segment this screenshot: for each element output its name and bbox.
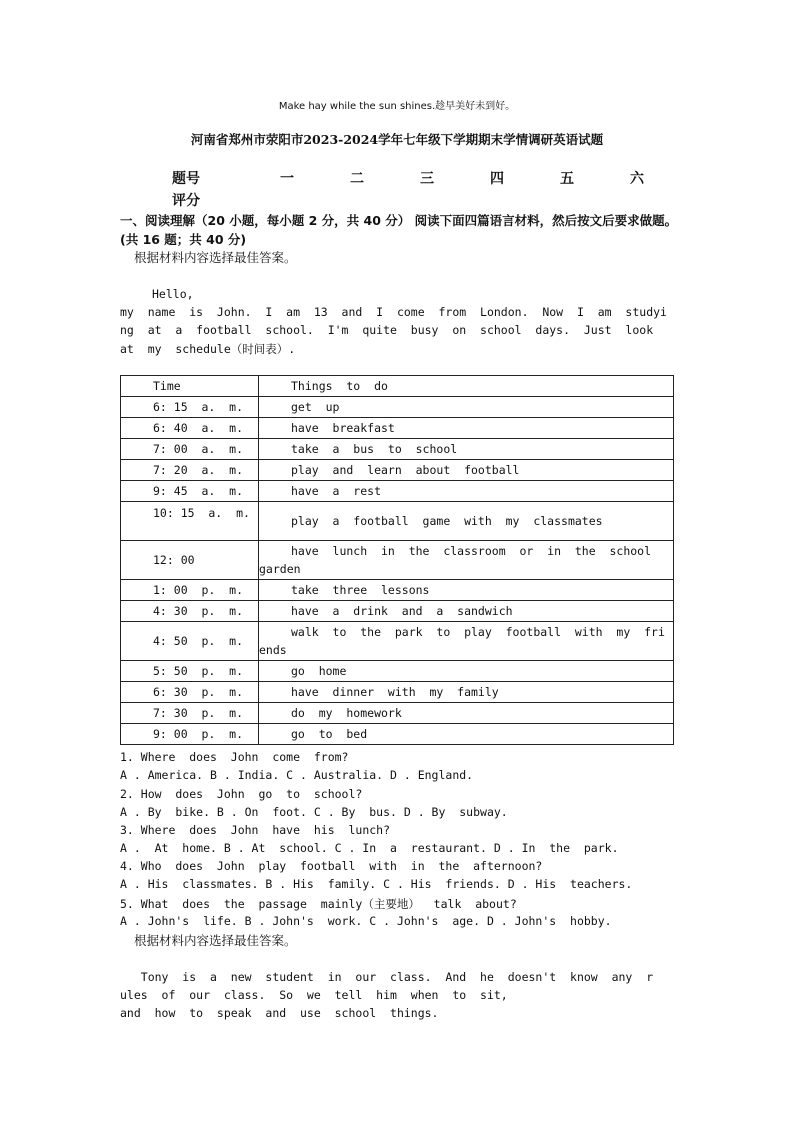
time-cell: 4: 50 p. m. xyxy=(121,622,259,661)
time-cell: 12: 00 xyxy=(121,541,259,580)
question-stem: 3. Where does John have his lunch? xyxy=(120,823,391,837)
section-instruction: 根据材料内容选择最佳答案。 xyxy=(134,933,297,948)
question-stem: 5. What does the passage mainly（主要地） talk about? xyxy=(120,897,517,911)
table-row xyxy=(121,622,674,661)
table-row xyxy=(121,703,674,724)
table-row xyxy=(121,418,674,439)
todo-cell: have dinner with my family xyxy=(259,682,674,703)
passage-line: ng at a football school. I'm quite busy on school days. Just look xyxy=(120,323,654,337)
todo-cell: walk to the park to play football with my fri ends xyxy=(259,622,674,661)
question-stem: 2. How does John go to school? xyxy=(120,787,363,801)
time-cell: 10: 15 a. m. xyxy=(121,502,259,541)
table-row xyxy=(121,541,674,580)
passage-line: ules of our class. So we tell him when to sit, xyxy=(120,988,508,1002)
time-cell: 7: 00 a. m. xyxy=(121,439,259,460)
todo-cell: go to bed xyxy=(259,724,674,745)
table-row xyxy=(121,601,674,622)
score-col: 一 xyxy=(280,171,294,187)
time-cell: 7: 20 a. m. xyxy=(121,460,259,481)
schedule-table xyxy=(120,375,674,745)
column-header: Things to do xyxy=(259,376,674,397)
score-col: 二 xyxy=(350,171,364,187)
score-col: 五 xyxy=(560,171,574,187)
exam-title: 河南省郑州市荥阳市2023-2024学年七年级下学期期末学情调研英语试题 xyxy=(190,132,604,147)
table-row xyxy=(121,661,674,682)
table-row xyxy=(121,682,674,703)
table-row xyxy=(121,502,674,541)
todo-cell: take three lessons xyxy=(259,580,674,601)
question-options: A . America. B . India. C . Australia. D . England. xyxy=(120,768,474,782)
table-row xyxy=(121,481,674,502)
table-row xyxy=(121,439,674,460)
score-col: 四 xyxy=(490,171,504,187)
todo-cell: have a drink and a sandwich xyxy=(259,601,674,622)
time-cell: 6: 30 p. m. xyxy=(121,682,259,703)
time-cell: 9: 45 a. m. xyxy=(121,481,259,502)
table-row xyxy=(121,460,674,481)
table-row xyxy=(121,397,674,418)
question-options: A . His classmates. B . His family. C . His friends. D . His teachers. xyxy=(120,877,633,891)
passage-line: at my schedule（时间表）. xyxy=(120,342,296,356)
score-row-label: 题号 xyxy=(172,171,200,187)
section-instruction: 根据材料内容选择最佳答案。 xyxy=(134,250,297,265)
score-col: 三 xyxy=(420,171,434,187)
todo-cell: have a rest xyxy=(259,481,674,502)
todo-cell: play a football game with my classmates xyxy=(259,502,674,541)
table-header-row xyxy=(121,376,674,397)
question-options: A . John's life. B . John's work. C . John's age. D . John's hobby. xyxy=(120,914,612,928)
passage-line: and how to speak and use school things. xyxy=(120,1006,439,1020)
passage-greeting: Hello, xyxy=(152,287,194,301)
time-cell: 4: 30 p. m. xyxy=(121,601,259,622)
time-cell: 9: 00 p. m. xyxy=(121,724,259,745)
score-col: 六 xyxy=(630,171,644,187)
time-cell: 5: 50 p. m. xyxy=(121,661,259,682)
question-options: A . By bike. B . On foot. C . By bus. D . By subway. xyxy=(120,805,508,819)
todo-cell: have breakfast xyxy=(259,418,674,439)
passage-line: Tony is a new student in our class. And he doesn't know any r xyxy=(120,970,654,984)
motto: Make hay while the sun shines.趁早美好未到好。 xyxy=(278,101,516,112)
todo-cell: get up xyxy=(259,397,674,418)
score-label: 评分 xyxy=(172,193,200,209)
section-heading: 一、阅读理解（20 小题，每小题 2 分，共 40 分） 阅读下面四篇语言材料，然后按文后要求做题。(共 16 题；共 40 分) xyxy=(120,213,678,247)
todo-cell: do my homework xyxy=(259,703,674,724)
table-row xyxy=(121,580,674,601)
column-header: Time xyxy=(121,376,259,397)
todo-cell: play and learn about football xyxy=(259,460,674,481)
todo-cell: go home xyxy=(259,661,674,682)
question-stem: 4. Who does John play football with in the afternoon? xyxy=(120,859,543,873)
time-cell: 6: 40 a. m. xyxy=(121,418,259,439)
passage-line: my name is John. I am 13 and I come from London. Now I am studyi xyxy=(120,305,667,319)
time-cell: 1: 00 p. m. xyxy=(121,580,259,601)
time-cell: 6: 15 a. m. xyxy=(121,397,259,418)
todo-cell: take a bus to school xyxy=(259,439,674,460)
question-options: A . At home. B . At school. C . In a restaurant. D . In the park. xyxy=(120,841,619,855)
question-stem: 1. Where does John come from? xyxy=(120,750,349,764)
time-cell: 7: 30 p. m. xyxy=(121,703,259,724)
table-row xyxy=(121,724,674,745)
todo-cell: have lunch in the classroom or in the school garden xyxy=(259,541,674,580)
